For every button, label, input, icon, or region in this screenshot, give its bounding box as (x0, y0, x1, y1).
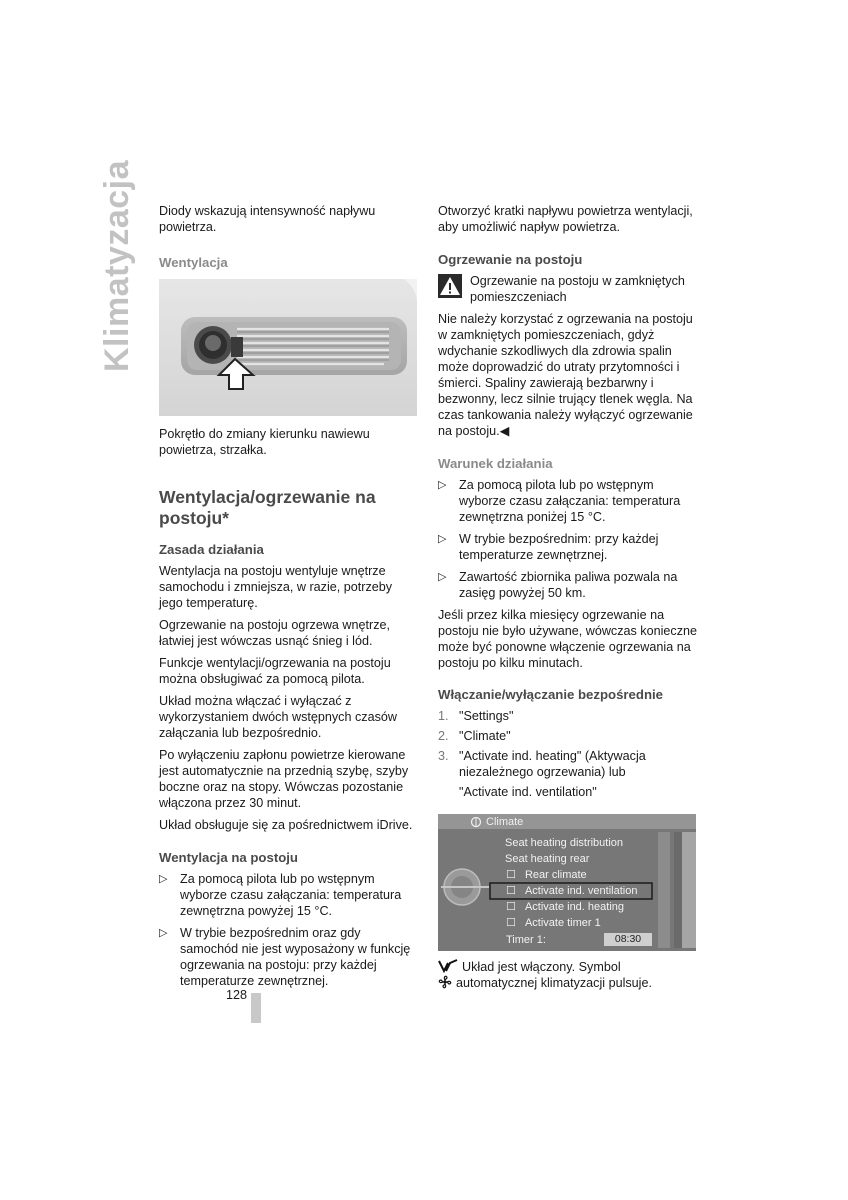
page-number: 128 (226, 988, 248, 1002)
led-paragraph: Diody wskazują intensywność napływu powietrza. (159, 204, 376, 234)
photo-caption: Pokrętło do zmiany kierunku nawiewu powietrza, strzałka. (159, 427, 370, 457)
open-vents-paragraph: Otworzyć kratki napływu powietrza wentylacji, aby umożliwić napływ powietrza. (438, 204, 693, 234)
checkbox-icon: ☐ (506, 901, 516, 913)
list-item: ▷ W trybie bezpośrednim oraz gdy samochód nie jest wyposażony w funkcję ogrzewania na postoju: przy każdej temperaturze zewnętrznej. (159, 926, 411, 988)
ventilation-heading: Wentylacja (159, 255, 228, 270)
list-item: ▷ W trybie bezpośrednim: przy każdej temperaturze zewnętrznej. (438, 532, 659, 562)
principle-paragraph: Funkcje wentylacji/ogrzewania na postoju można obsługiwać za pomocą pilota. (159, 656, 391, 686)
principle-paragraph: Układ obsługuje się za pośrednictwem iDrive. (159, 818, 413, 832)
idrive-screen (438, 814, 696, 951)
timer-value[interactable]: 08:30 (604, 933, 652, 946)
result-line-1: Układ jest włączony. Symbol (438, 959, 698, 975)
triangle-bullet-icon: ▷ (438, 571, 447, 583)
fan-icon (438, 975, 452, 989)
screen-menu-item[interactable]: ☐ Activate timer 1 (506, 917, 601, 929)
step-item: 1. "Settings" (438, 709, 514, 723)
screen-title: Climate (486, 816, 524, 828)
triangle-bullet-icon: ▷ (438, 533, 447, 545)
screen-menu-item[interactable]: Seat heating rear (505, 853, 590, 865)
principle-paragraph: Po wyłączeniu zapłonu powietrze kierowane jest automatycznie na przednią szybę, szyby boczne oraz na stopy. Wówczas pozostanie włączona przez 30 minut. (159, 748, 409, 810)
result-line-2: automatycznej klimatyzacji pulsuje. (438, 975, 698, 991)
warning-text: Nie należy korzystać z ogrzewania na postoju w zamkniętych pomieszczeniach, gdyż wdychanie szkodliwych dla zdrowia spalin może doprowadzić do utraty przytomności i śmierci. Spaliny zawierają bezbarwny i bezwonny, lecz silnie trujący tlenek węgla. Na czas tankowania należy wyłączyć ogrzewanie na postoju.◀ (438, 312, 693, 438)
conditions-heading: Warunek działania (438, 456, 553, 471)
parked-ventilation-heading: Wentylacja na postoju (159, 850, 298, 865)
right-column (438, 203, 698, 991)
screen-menu-item-selected[interactable]: ☐ Activate ind. ventilation (506, 885, 638, 897)
checkbox-icon: ☐ (506, 917, 516, 929)
left-column (159, 203, 417, 995)
list-item: ▷ Za pomocą pilota lub po wstępnym wyborze czasu załączania: temperatura zewnętrzna powyżej 15 °C. (159, 872, 402, 918)
warning-title: Ogrzewanie na postoju w zamkniętych pomieszczeniach (470, 274, 685, 304)
checkbox-icon: ☐ (506, 885, 516, 897)
principle-paragraph: Układ można włączać i wyłączać z wykorzystaniem dwóch wstępnych czasów załączania lub bezpośrednio. (159, 694, 397, 740)
triangle-bullet-icon: ▷ (159, 927, 168, 939)
timer-label: Timer 1: (506, 934, 546, 946)
screen-menu-item[interactable]: ☐ Activate ind. heating (506, 901, 625, 913)
screen-background (438, 814, 696, 951)
list-item: ▷ Zawartość zbiornika paliwa pozwala na zasięg powyżej 50 km. (438, 570, 678, 600)
page-marker-bar (251, 993, 261, 1023)
screen-menu-item[interactable]: ☐ Rear climate (506, 869, 587, 881)
principle-paragraph: Wentylacja na postoju wentyluje wnętrze samochodu i zmniejsza, w razie, potrzeby jego temperaturę. (159, 564, 393, 610)
step-item: 3. "Activate ind. heating" (Aktywacja niezależnego ogrzewania) lub (438, 749, 646, 779)
section-title: Wentylacja/ogrzewanie na postoju* (159, 487, 376, 528)
principle-paragraph: Ogrzewanie na postoju ogrzewa wnętrze, łatwiej jest wówczas usnąć śnieg i lód. (159, 618, 391, 648)
principle-heading: Zasada działania (159, 542, 264, 557)
heating-heading: Ogrzewanie na postoju (438, 252, 583, 267)
check-mark-icon (438, 959, 458, 973)
months-paragraph: Jeśli przez kilka miesięcy ogrzewanie na postoju nie było używane, wówczas konieczne może być ponowne włączenie ogrzewania na postoju po kilku minutach. (438, 608, 698, 670)
screen-menu-item[interactable]: Seat heating distribution (505, 837, 624, 849)
warning-block (438, 273, 698, 305)
step-item: 2. "Climate" (438, 729, 511, 743)
vent-photo (159, 279, 417, 416)
checkbox-icon: ☐ (506, 869, 516, 881)
climate-icon (469, 816, 483, 828)
triangle-bullet-icon: ▷ (438, 479, 447, 491)
side-chapter-title: Klimatyzacja (98, 160, 136, 372)
direct-heading: Włączanie/wyłączanie bezpośrednie (438, 687, 663, 702)
warning-triangle-icon (438, 274, 462, 298)
triangle-bullet-icon: ▷ (159, 873, 168, 885)
step-item-alt: "Activate ind. ventilation" (459, 785, 597, 799)
vent-illustration (159, 279, 417, 416)
list-item: ▷ Za pomocą pilota lub po wstępnym wyborze czasu załączania: temperatura zewnętrzna poniżej 15 °C. (438, 478, 681, 524)
